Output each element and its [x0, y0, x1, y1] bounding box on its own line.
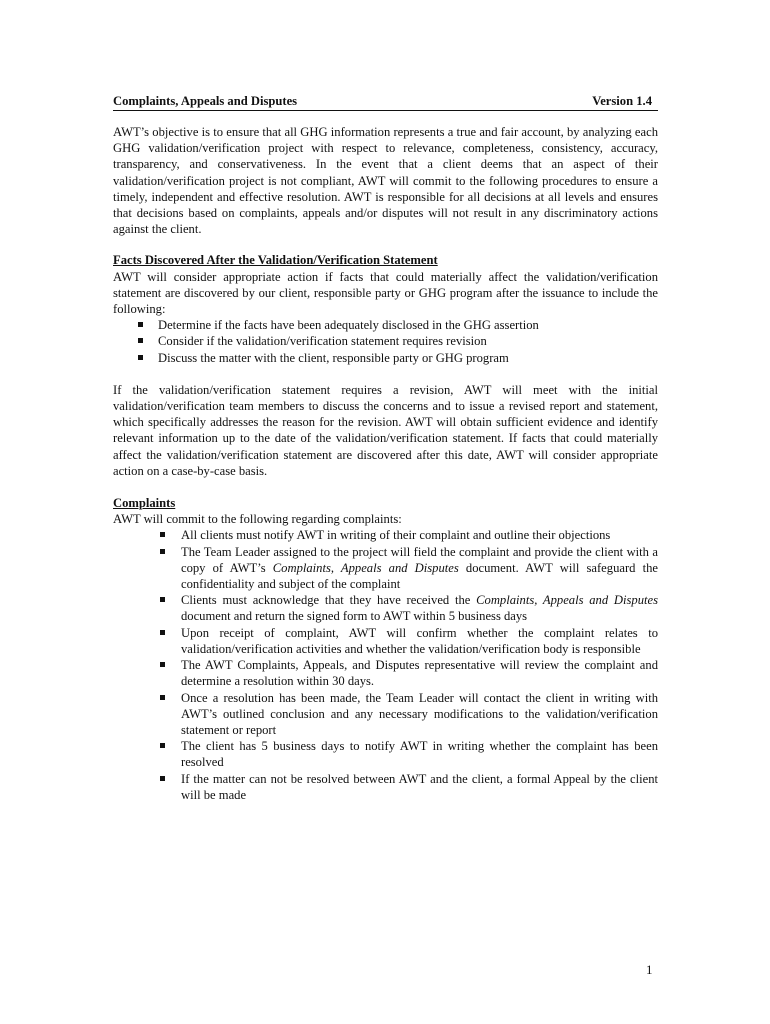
item-text: document. AWT will safeguard the confidentiality and subject of the complaint	[181, 560, 658, 592]
section-facts-lead: AWT will consider appropriate action if facts that could materially affect the validation/verification statement are discovered by our client, responsible party or GHG program after the issuance to include the following:	[113, 269, 658, 317]
facts-bullet-list	[113, 317, 658, 366]
page-header	[113, 94, 658, 111]
list-item: Consider if the validation/verification statement requires revision	[113, 333, 658, 349]
document-title: Complaints, Appeals and Disputes	[113, 94, 298, 108]
list-item: Discuss the matter with the client, responsible party or GHG program	[113, 350, 658, 366]
page-content	[113, 94, 658, 803]
version-label: Version 1.4	[592, 94, 652, 108]
list-item: All clients must notify AWT in writing of their complaint and outline their objections	[113, 527, 658, 543]
list-item: Determine if the facts have been adequately disclosed in the GHG assertion	[113, 317, 658, 333]
list-item	[113, 592, 658, 624]
revision-paragraph: If the validation/verification statement requires a revision, AWT will meet with the initial validation/verification team members to discuss the concerns and to issue a revised report and statement, which specifically addresses the reason for the revision. AWT will obtain sufficient evidence and identify relevant information up to the date of the validation/verification statement. If facts that could materially affect the validation/verification statement are discovered after this date, AWT will consider appropriate action on a case-by-case basis.	[113, 382, 658, 478]
list-item: The AWT Complaints, Appeals, and Disputes representative will review the complaint and determine a resolution within 30 days.	[113, 657, 658, 689]
list-item: Once a resolution has been made, the Team Leader will contact the client in writing with AWT’s outlined conclusion and any necessary modifications to the validation/verification statement or report	[113, 690, 658, 739]
intro-paragraph: AWT’s objective is to ensure that all GHG information represents a true and fair account, by analyzing each GHG validation/verification project with respect to relevance, completeness, consistency, accuracy, transparency, and conservativeness. In the event that a client deems that an aspect of their validation/verification project is not compliant, AWT will commit to the following procedures to ensure a timely, independent and effective resolution. AWT is responsible for all decisions at all levels and ensures that decisions based on complaints, appeals and/or disputes will not result in any discriminatory actions against the client.	[113, 125, 658, 237]
document-name-italic: Complaints, Appeals and Disputes	[272, 560, 459, 575]
section-heading-complaints: Complaints	[113, 496, 176, 511]
item-text: The Team Leader assigned to the project will field the complaint and provide the client with a copy of AWT’s	[181, 544, 658, 575]
document-name-italic: Complaints, Appeals and Disputes	[476, 593, 658, 608]
item-text: Clients must acknowledge that they have received the	[181, 593, 477, 608]
section-heading-facts: Facts Discovered After the Validation/Verification Statement	[113, 253, 438, 268]
list-item: If the matter can not be resolved between AWT and the client, a formal Appeal by the client will be made	[113, 771, 658, 803]
list-item: The client has 5 business days to notify AWT in writing whether the complaint has been resolved	[113, 738, 658, 770]
complaints-bullet-list	[113, 527, 658, 802]
list-item	[113, 544, 658, 593]
page-number: 1	[646, 962, 653, 977]
item-text: document and return the signed form to AWT within 5 business days	[181, 609, 528, 624]
list-item: Upon receipt of complaint, AWT will confirm whether the complaint relates to validation/verification activities and whether the validation/verification body is responsible	[113, 625, 658, 657]
section-complaints-lead: AWT will commit to the following regarding complaints:	[113, 512, 402, 527]
